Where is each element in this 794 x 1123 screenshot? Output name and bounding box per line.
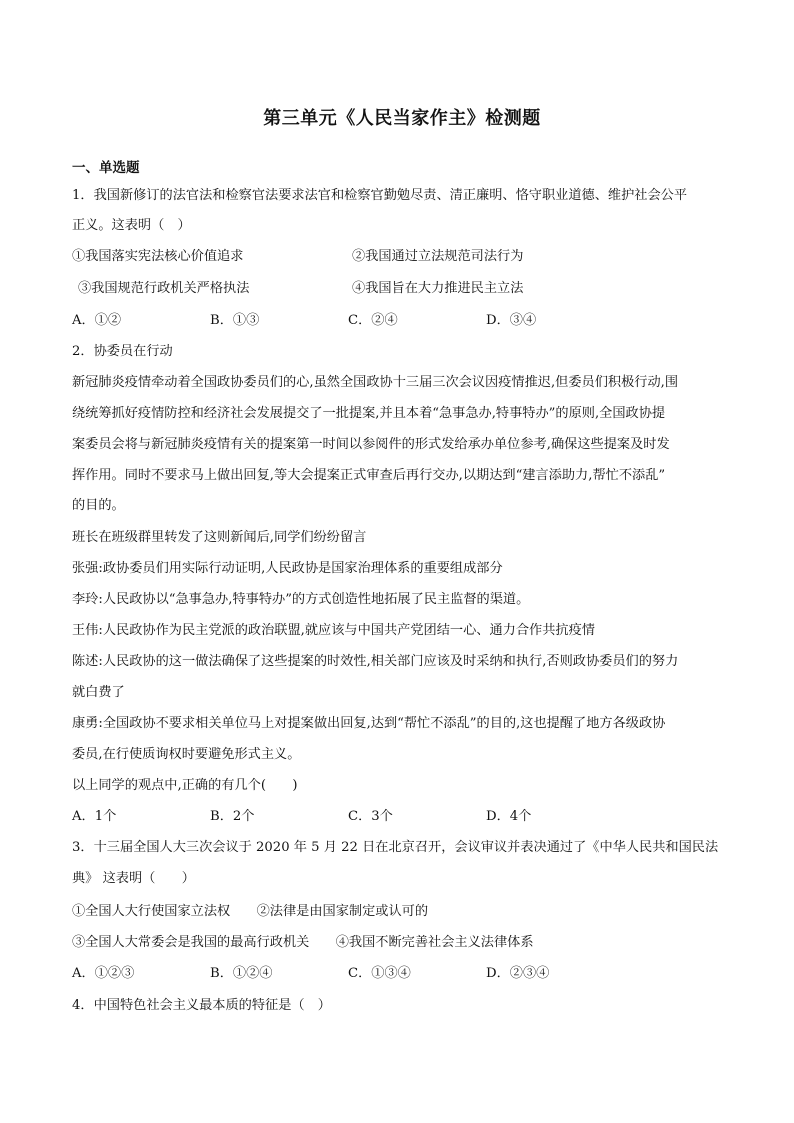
q1-statement-4: ④我国旨在大力推进民主立法 — [352, 281, 524, 296]
q1-choice-d[interactable]: D．③④ — [486, 313, 537, 328]
q2-opinion-chen-line2: 就白费了 — [72, 685, 125, 700]
q1-stem-line1: 1．我国新修订的法官法和检察官法要求法官和检察官勤勉尽责、清正廉明、恪守职业道德、维护社会公平 — [72, 188, 688, 203]
q2-opinion-chen-line1: 陈述:人民政协的这一做法确保了这些提案的时效性,相关部门应该及时采纳和执行,否则政协委员们的努力 — [72, 654, 679, 669]
q2-opinion-li: 李玲:人民政协以“急事急办,特事特办”的方式创造性地拓展了民主监督的渠道。 — [72, 592, 530, 607]
q3-choice-b[interactable]: B．①②④ — [210, 966, 273, 981]
q1-statement-1: ①我国落实宪法核心价值追求 — [72, 249, 244, 264]
q3-choice-a[interactable]: A．①②③ — [72, 966, 135, 981]
q1-choice-c[interactable]: C．②④ — [348, 313, 398, 328]
section-heading: 一、单选题 — [72, 160, 140, 176]
q3-choice-d[interactable]: D．②③④ — [486, 966, 550, 981]
q1-stem-line2: 正义。这表明（ ） — [72, 218, 191, 233]
q2-opinion-wang: 王伟:人民政协作为民主党派的政治联盟,就应该与中国共产党团结一心、通力合作共抗疫情 — [72, 623, 595, 638]
q2-opinion-kang-line2: 委员,在行使质询权时要避免形式主义。 — [72, 747, 301, 762]
q2-passage-line3: 案委员会将与新冠肺炎疫情有关的提案第一时间以参阅件的形式发给承办单位参考,确保这些提案及时发 — [72, 437, 670, 452]
q2-choice-b[interactable]: B．2个 — [210, 809, 255, 824]
q2-passage-line6: 班长在班级群里转发了这则新闻后,同学们纷纷留言 — [72, 530, 367, 545]
q3-stem-line2: 典》 这表明（ ） — [72, 871, 195, 886]
q3-choice-c[interactable]: C．①③④ — [348, 966, 411, 981]
q2-opinion-kang-line1: 康勇:全国政协不要求相关单位马上对提案做出回复,达到“帮忙不添乱”的目的,这也提醒了地方各级政协 — [72, 716, 666, 731]
page-title: 第三单元《人民当家作主》检测题 — [263, 108, 541, 129]
q2-stem: 2．协委员在行动 — [72, 344, 173, 359]
q2-choice-a[interactable]: A．1个 — [72, 809, 117, 824]
q2-opinion-zhang: 张强:政协委员们用实际行动证明,人民政协是国家治理体系的重要组成部分 — [72, 561, 503, 576]
q2-passage-line1: 新冠肺炎疫情牵动着全国政协委员们的心,虽然全国政协十三届三次会议因疫情推迟,但委员们积极行动,围 — [72, 375, 679, 390]
q2-question: 以上同学的观点中,正确的有几个( ) — [72, 778, 298, 793]
q2-choice-c[interactable]: C．3个 — [348, 809, 393, 824]
q3-statements-row2: ③全国人大常委会是我国的最高行政机关 ④我国不断完善社会主义法律体系 — [72, 935, 534, 950]
q3-stem-line1: 3．十三届全国人大三次会议于 2020 年 5 月 22 日在北京召开，会议审议并表决通过了《中华人民共和国民法 — [72, 840, 719, 855]
q1-statement-3: ③我国规范行政机关严格执法 — [78, 281, 250, 296]
q1-choice-b[interactable]: B．①③ — [210, 313, 260, 328]
q2-choice-d[interactable]: D．4个 — [486, 809, 532, 824]
q2-passage-line4: 挥作用。同时不要求马上做出回复,等大会提案正式审查后再行交办,以期达到“建言添助力,帮忙不添乱” — [72, 468, 666, 483]
q2-passage-line2: 绕统筹抓好疫情防控和经济社会发展提交了一批提案,并且本着“急事急办,特事特办”的原则,全国政协提 — [72, 406, 666, 421]
q2-passage-line5: 的目的。 — [72, 498, 125, 513]
q1-choice-a[interactable]: A．①② — [72, 313, 122, 328]
q1-statement-2: ②我国通过立法规范司法行为 — [352, 249, 524, 264]
q3-statements-row1: ①全国人大行使国家立法权 ②法律是由国家制定或认可的 — [72, 904, 429, 919]
q4-stem: 4．中国特色社会主义最本质的特征是（ ） — [72, 998, 331, 1013]
